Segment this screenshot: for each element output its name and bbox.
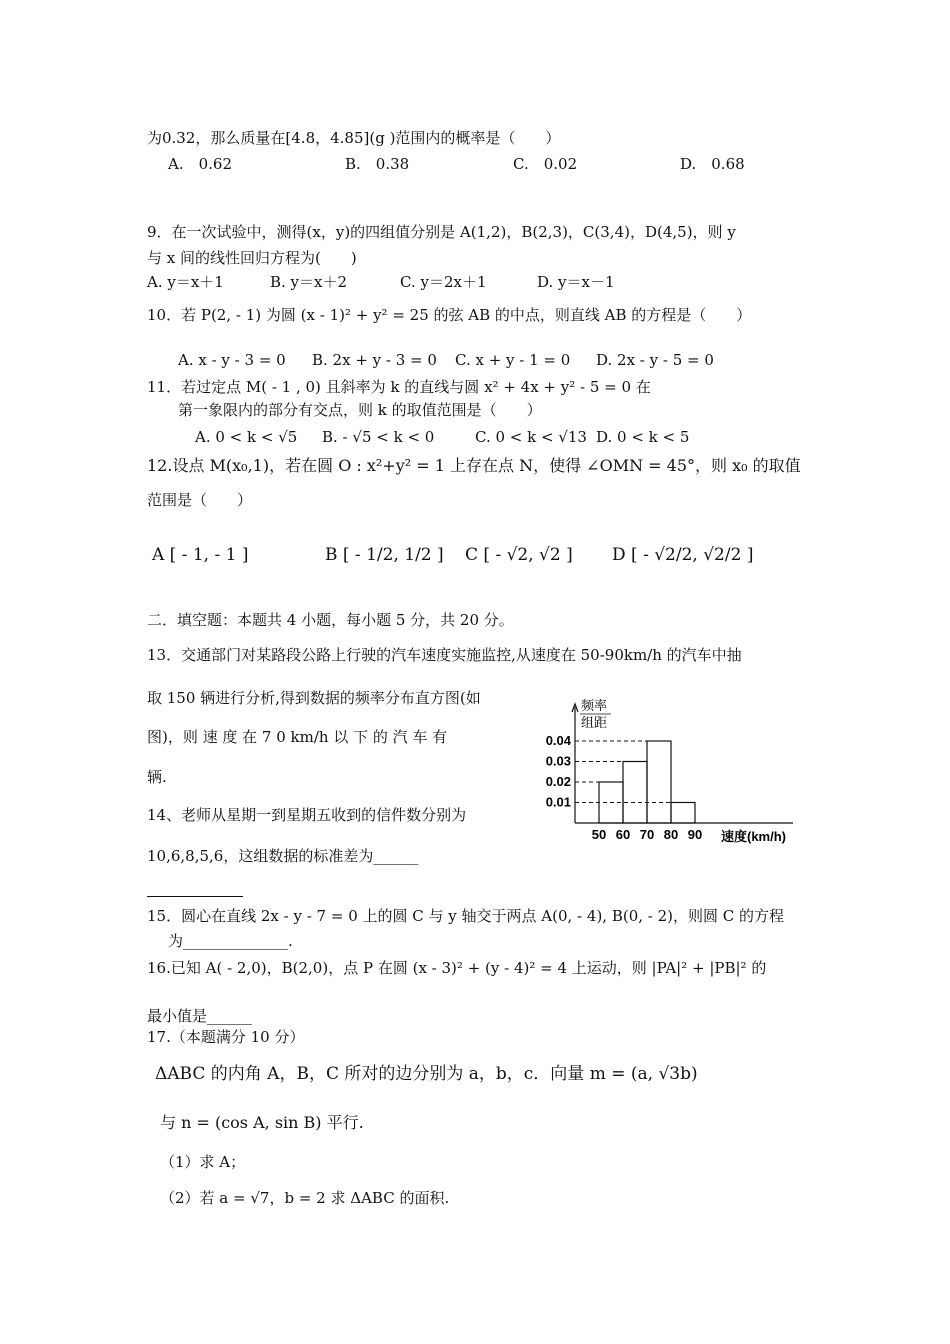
q12-stem-line2: 范围是（ ） (147, 491, 253, 509)
q9-option-b: B. y＝x＋2 (270, 273, 348, 291)
q11-stem-line2: 第一象限内的部分有交点，则 k 的取值范围是（ ） (178, 401, 542, 419)
q14-stem-line2: 10,6,8,5,6，这组数据的标准差为______ (147, 847, 419, 865)
q15-stem-line2: 为______________. (168, 932, 293, 950)
q17-header: 17.（本题满分 10 分） (147, 1028, 305, 1046)
q17-stem-line2: 与 n = (cos A, sin B) 平行. (160, 1113, 364, 1132)
q13-stem-line3: 图)，则 速 度 在 7 0 km/h 以 下 的 汽 车 有 (147, 728, 448, 746)
x-tick-label: 70 (639, 827, 655, 842)
q11-option-b: B. - √5 < k < 0 (322, 428, 435, 446)
histogram-bar (671, 803, 695, 824)
q13-stem-line4: 辆. (147, 768, 167, 786)
q15-stem-line1: 15．圆心在直线 2x - y - 7 = 0 上的圆 C 与 y 轴交于两点 A(0, - 4), B(0, - 2)，则圆 C 的方程 (147, 907, 785, 925)
x-tick-label: 90 (687, 827, 703, 842)
q12-stem-line1: 12.设点 M(x₀,1)，若在圆 O : x²+y² = 1 上存在点 N，使得 ∠OMN = 45°，则 x₀ 的取值 (147, 456, 801, 475)
q12-option-b: B [ - 1/2, 1/2 ] (325, 545, 444, 565)
x-axis-label: 速度(km/h) (721, 829, 787, 844)
q9-stem-line1: 9．在一次试验中，测得(x，y)的四组值分别是 A(1,2)，B(2,3)，C(3,4)，D(4,5)，则 y (147, 223, 736, 241)
q16-stem-line2: 最小值是______ (147, 1007, 253, 1025)
y-tick-label: 0.03 (545, 753, 571, 769)
q11-stem-line1: 11．若过定点 M( - 1 , 0) 且斜率为 k 的直线与圆 x² + 4x + y² - 5 = 0 在 (147, 378, 651, 396)
histogram-bar (623, 762, 647, 824)
q13-stem-line1: 13．交通部门对某路段公路上行驶的汽车速度实施监控,从速度在 50-90km/h 的汽车中抽 (147, 646, 742, 664)
q11-option-c: C. 0 < k < √13 (475, 428, 587, 446)
q13-stem-line2: 取 150 辆进行分析,得到数据的频率分布直方图(如 (147, 689, 481, 707)
y-tick-label: 0.01 (545, 794, 571, 810)
q16-stem-line1: 16.已知 A( - 2,0)，B(2,0)，点 P 在圆 (x - 3)² + (y - 4)² = 4 上运动，则 |PA|² + |PB|² 的 (147, 959, 767, 977)
q17-part1: （1）求 A； (160, 1153, 246, 1171)
x-tick-label: 80 (663, 827, 679, 842)
q9-stem-line2: 与 x 间的线性回归方程为( ) (147, 249, 357, 267)
y-tick-label: 0.04 (545, 733, 571, 748)
q8-stem: 为0.32，那么质量在[4.8，4.85](g )范围内的概率是（ ） (147, 129, 561, 147)
q8-option-d: D. 0.68 (680, 155, 745, 173)
q17-part2: （2）若 a = √7，b = 2 求 ΔABC 的面积. (160, 1189, 450, 1207)
y-axis-label-bottom: 组距 (581, 715, 608, 730)
histogram-bar (647, 741, 671, 823)
q10-option-d: D. 2x - y - 5 = 0 (596, 351, 714, 369)
q11-option-d: D. 0 < k < 5 (596, 428, 690, 446)
q12-option-c: C [ - √2, √2 ] (465, 545, 573, 565)
q9-option-a: A. y＝x＋1 (147, 273, 224, 291)
q11-option-a: A. 0 < k < √5 (195, 428, 298, 446)
q10-option-b: B. 2x + y - 3 = 0 (312, 351, 437, 369)
q9-option-c: C. y＝2x＋1 (400, 273, 487, 291)
q9-option-d: D. y＝x－1 (537, 273, 615, 291)
frequency-histogram (535, 695, 810, 850)
y-axis-label-top: 频率 (581, 698, 608, 713)
q10-option-c: C. x + y - 1 = 0 (455, 351, 571, 369)
q8-option-a: A. 0.62 (168, 155, 232, 173)
q12-option-d: D [ - √2/2, √2/2 ] (612, 545, 754, 565)
x-tick-label: 50 (591, 827, 607, 842)
q17-stem-line1: ΔABC 的内角 A，B，C 所对的边分别为 a，b，c．向量 m = (a, √3b) (155, 1064, 698, 1084)
section-heading: 二．填空题：本题共 4 小题，每小题 5 分，共 20 分。 (147, 611, 514, 629)
answer-blank-line (147, 896, 243, 897)
q10-stem: 10．若 P(2, - 1) 为圆 (x - 1)² + y² = 25 的弦 AB 的中点，则直线 AB 的方程是（ ） (147, 306, 752, 324)
q8-option-c: C. 0.02 (513, 155, 578, 173)
y-tick-label: 0.02 (545, 774, 571, 789)
q10-option-a: A. x - y - 3 = 0 (178, 351, 286, 369)
q14-stem-line1: 14、老师从星期一到星期五收到的信件数分别为 (147, 806, 467, 824)
q8-option-b: B. 0.38 (345, 155, 410, 173)
x-tick-label: 60 (615, 827, 631, 842)
q12-option-a: A [ - 1, - 1 ] (152, 545, 249, 565)
